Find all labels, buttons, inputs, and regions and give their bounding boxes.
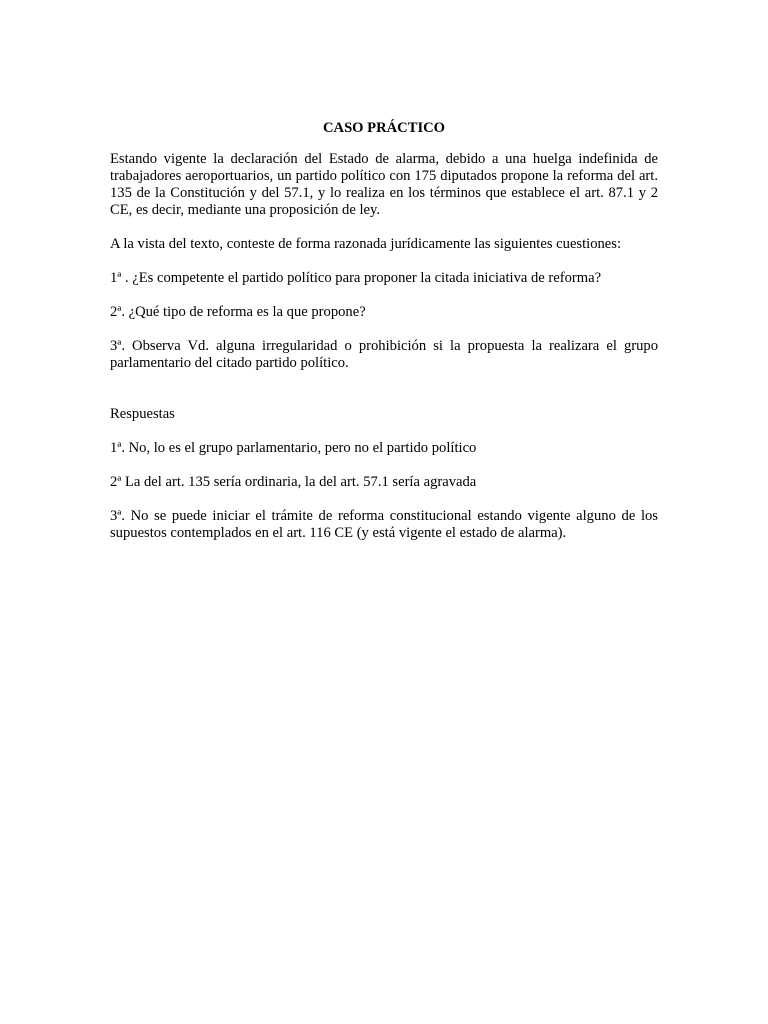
answer-3: 3ª. No se puede iniciar el trámite de reforma constitucional estando vigente alguno de los supuestos contemplados en el art. 116 CE (y está vigente el estado de alarma). xyxy=(110,508,658,541)
intro-paragraph: Estando vigente la declaración del Estado de alarma, debido a una huelga indefinida de trabajadores aeroportuarios, un partido político con 175 diputados propone la reforma del art. 135 de la Constitución y del 57.1, y lo realiza en los términos que establece el art. 87.1 y 2 CE, es decir, mediante una proposición de ley. xyxy=(110,151,658,218)
question-3: 3ª. Observa Vd. alguna irregularidad o prohibición si la propuesta la realizara el grupo parlamentario del citado partido político. xyxy=(110,338,658,371)
answer-2: 2ª La del art. 135 sería ordinaria, la del art. 57.1 sería agravada xyxy=(110,474,477,490)
document-body xyxy=(110,120,658,559)
document-title: CASO PRÁCTICO xyxy=(322,120,446,136)
answers-heading: Respuestas xyxy=(110,406,175,422)
question-1: 1ª . ¿Es competente el partido político para proponer la citada iniciativa de reforma? xyxy=(110,270,602,286)
question-2: 2ª. ¿Qué tipo de reforma es la que propone? xyxy=(110,304,366,320)
instruction-paragraph: A la vista del texto, conteste de forma razonada jurídicamente las siguientes cuestiones: xyxy=(110,236,622,252)
answer-1: 1ª. No, lo es el grupo parlamentario, pero no el partido político xyxy=(110,440,477,456)
section-spacer xyxy=(110,389,658,406)
